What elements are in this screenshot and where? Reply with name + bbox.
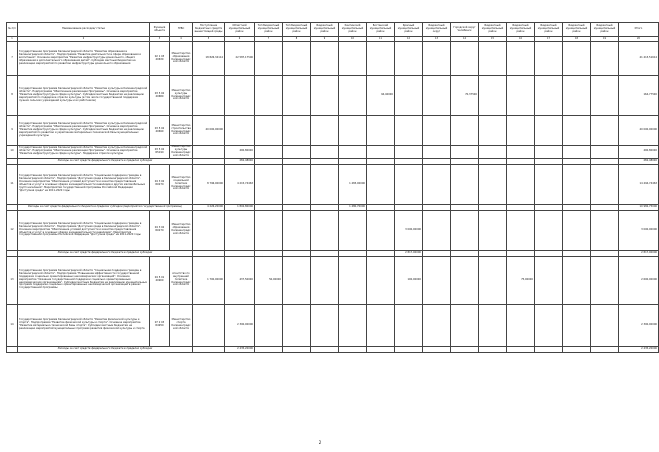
administrator-name: Министерство социальной политики Калининградской области (170, 164, 193, 204)
value-cell (451, 42, 479, 76)
value-cell (563, 346, 591, 352)
table-row (7, 116, 659, 146)
subtotal-label: Расходы за счет средств федерального бюджета в пределах субсидии (18, 346, 193, 352)
value-cell (255, 164, 283, 204)
column-number: 6 (225, 37, 255, 42)
value-cell: 490,80000 (225, 146, 255, 159)
value-cell (423, 76, 451, 116)
value-cell (507, 304, 535, 346)
value-cell (367, 304, 395, 346)
value-cell (283, 346, 311, 352)
budget-code: 07 2 03 R4950 (150, 304, 170, 346)
table-body (7, 42, 659, 353)
column-number: 14 (451, 37, 479, 42)
column-number: 20 (619, 37, 659, 42)
value-cell (479, 304, 507, 346)
value-cell: 8 796,00000 (193, 164, 225, 204)
administrator-name: Министерство образования Калининградской области (170, 210, 193, 250)
column-number: 2 (18, 37, 150, 42)
row-number: 8 (7, 76, 18, 116)
value-cell (311, 42, 339, 76)
budget-code: 02 1 03 40630 (150, 42, 170, 76)
column-header: Бюджетный муниципальный округ (423, 23, 451, 37)
subtotal-row (7, 346, 659, 352)
value-cell (283, 42, 311, 76)
value-cell (479, 116, 507, 146)
value-cell (563, 76, 591, 116)
value-cell (395, 304, 423, 346)
value-cell (563, 256, 591, 304)
column-header: Городской округ Челябинск (451, 23, 479, 37)
value-cell (367, 210, 395, 250)
value-cell (479, 210, 507, 250)
value-cell (591, 116, 619, 146)
value-cell (311, 76, 339, 116)
column-header: Бостанский муниципальный район (367, 23, 395, 37)
administrator-name: Министерство строительства Калининградской области (170, 116, 193, 146)
total-cell: 164,77500 (619, 76, 659, 116)
value-cell: 1 802,80000 (225, 204, 255, 210)
value-cell (535, 116, 563, 146)
column-number: 7 (255, 37, 283, 42)
value-cell: 282,48000 (225, 158, 255, 164)
column-header: Бюджетный муниципальный район (479, 23, 507, 37)
value-cell (507, 76, 535, 116)
total-cell: 14 494,74463 (619, 164, 659, 204)
subtotal-label: Расходы за счет средств федерального бюджета в пределах субсидии (мероприятия государственной программы) (18, 204, 193, 210)
column-header: Наименование расходов/ статьи (18, 23, 150, 37)
budget-code: 04 5 01 40900 (150, 256, 170, 304)
value-cell (339, 210, 367, 250)
program-name: Государственная программа Калининградской области "Развитие культуры в Калининградской области". Подпрограмма "Обеспечение реализации Программы". Основное мероприятие "Развитие инфраструктуры в сфере культуры". Поддержка отрасли культуры (18, 146, 150, 159)
value-cell (423, 164, 451, 204)
value-cell: 437,50000 (225, 256, 255, 304)
table-row (7, 146, 659, 159)
value-cell: 1 700,00000 (193, 256, 225, 304)
value-cell (479, 346, 507, 352)
column-number: 16 (507, 37, 535, 42)
row-number: 14 (7, 304, 18, 346)
total-cell: 40 000,00000 (619, 116, 659, 146)
value-cell: 4 215,74463 (225, 164, 255, 204)
administrator-name: Министерство спорта Калининградской области (170, 304, 193, 346)
table-row (7, 210, 659, 250)
value-cell (507, 346, 535, 352)
value-cell: 40 000,00000 (193, 116, 225, 146)
total-cell: 2 600,00000 (619, 256, 659, 304)
value-cell (283, 116, 311, 146)
column-header: ГРБС (170, 23, 193, 37)
column-header: Кантинский муниципальный район (339, 23, 367, 37)
value-cell (591, 146, 619, 159)
administrator-name: Министерство культуры Калининградской области (170, 76, 193, 116)
value-cell (311, 116, 339, 146)
column-number: 8 (283, 37, 311, 42)
value-cell (255, 346, 283, 352)
value-cell (563, 42, 591, 76)
value-cell (395, 164, 423, 204)
subtotal-label: Расходы за счет средств федерального бюджета в пределах субсидии (18, 250, 193, 256)
column-number: 18 (563, 37, 591, 42)
column-header: № п/п (7, 23, 18, 37)
total-cell: 41 413,51614 (619, 42, 659, 76)
value-cell: 70,37500 (451, 76, 479, 116)
value-cell (451, 256, 479, 304)
administrator-name: Министерство культуры Калининградской области (170, 146, 193, 159)
value-cell (507, 42, 535, 76)
value-cell (225, 210, 255, 250)
value-cell (311, 210, 339, 250)
value-cell: 18 826,34114 (193, 42, 225, 76)
value-cell (193, 210, 225, 250)
row-number: 11 (7, 164, 18, 204)
value-cell: 4 226,20000 (193, 204, 225, 210)
value-cell (591, 42, 619, 76)
value-cell (395, 146, 423, 159)
value-cell (367, 116, 395, 146)
value-cell (535, 256, 563, 304)
column-number: 17 (535, 37, 563, 42)
value-cell (367, 146, 395, 159)
column-number: 3 (150, 37, 170, 42)
value-cell (367, 346, 395, 352)
budget-code: 03 5 02 40690 (150, 116, 170, 146)
total-cell: 3 000,00000 (619, 210, 659, 250)
value-cell: 1 483,00000 (339, 164, 367, 204)
total-cell: 10 982,75000 (619, 204, 659, 210)
value-cell (591, 304, 619, 346)
value-cell (283, 146, 311, 159)
empty-cell (7, 346, 18, 352)
value-cell (423, 210, 451, 250)
value-cell (367, 42, 395, 76)
value-cell (311, 164, 339, 204)
value-cell (563, 164, 591, 204)
value-cell (563, 210, 591, 250)
column-number: 4 (170, 37, 193, 42)
value-cell: 3 000,00000 (395, 210, 423, 250)
value-cell (225, 116, 255, 146)
row-number: 9 (7, 116, 18, 146)
budget-code: 04 3 02 R0270 (150, 164, 170, 204)
program-name: Государственная программа Калининградской области "Социальная поддержка граждан в Калининградской области". Подпрограмма "Повышение эффективности государственной поддержки социально ориентированных некоммерческих организаций". Основное мероприятие "Оказание государственной поддержки социально ориентированным некоммерческим организациям". Субсидии местным бюджетам на реализацию муниципальных программ поддержки социально ориентированных некоммерческих организаций в рамках государственной программы (18, 256, 150, 304)
value-cell (193, 346, 225, 352)
column-number: 15 (479, 37, 507, 42)
value-cell (535, 76, 563, 116)
program-name: Государственная программа Калининградской области "Развитие культуры в Калининградской области". Подпрограмма "Обеспечение реализации Программы". Основное мероприятие "Развитие инфраструктуры в сфере культуры". Субсидии местным бюджетам на реализацию мероприятий по поддержке отрасли культуры (в том числе государственной поддержки лучших сельских учреждений культуры и их работников) (18, 76, 150, 116)
header-row (7, 23, 659, 37)
value-cell: 2 300,00000 (225, 304, 255, 346)
table-row (7, 164, 659, 204)
total-cell: 2 300,00000 (619, 304, 659, 346)
value-cell (591, 346, 619, 352)
administrator-name: Агентство по внутренней политике Калининградской области (170, 256, 193, 304)
value-cell (479, 146, 507, 159)
total-cell: 490,80000 (619, 146, 659, 159)
value-cell (451, 146, 479, 159)
value-cell (479, 164, 507, 204)
value-cell (367, 164, 395, 204)
budget-code: 03 5 02 40680 (150, 76, 170, 116)
value-cell (507, 164, 535, 204)
row-number: 10 (7, 146, 18, 159)
value-cell (423, 146, 451, 159)
value-cell (563, 304, 591, 346)
value-cell (367, 256, 395, 304)
table-row (7, 76, 659, 116)
program-name: Государственная программа Калининградской области "Развитие культуры в Калининградской области". Подпрограмма "Обеспечение реализации Программы". Основное мероприятие "Развитие инфраструктуры в сфере культуры". Субсидии местным бюджетам на реализацию мероприятий по развитию и укреплению материально-технической базы муниципальных учреждений культуры (18, 116, 150, 146)
value-cell (311, 146, 339, 159)
value-cell (339, 76, 367, 116)
column-number: 5 (193, 37, 225, 42)
value-cell: 1 480,70000 (339, 204, 367, 210)
value-cell (479, 256, 507, 304)
value-cell (423, 256, 451, 304)
row-number: 13 (7, 256, 18, 304)
value-cell (451, 346, 479, 352)
value-cell (451, 304, 479, 346)
value-cell: 50,00000 (255, 256, 283, 304)
column-header: Бюджетный муниципальный район (535, 23, 563, 37)
program-name: Государственная программа Калининградской области "Социальная поддержка граждан в Калининградской области". Подпрограмма "Доступная среда в Калининградской области". Основное мероприятие "Обеспечение условий доступности и качества предоставления объектов и услуг в основных сферах жизнедеятельности инвалидов и других маломобильных групп населения". Мероприятия государственной программы Российской Федерации "Доступная среда" на 2011-2020 годы (18, 164, 150, 204)
value-cell (283, 210, 311, 250)
page-number: 2 (318, 440, 322, 445)
value-cell (563, 146, 591, 159)
value-cell (311, 256, 339, 304)
value-cell (591, 76, 619, 116)
total-cell: 2 817,00000 (619, 250, 659, 256)
value-cell (255, 116, 283, 146)
row-number: 12 (7, 210, 18, 250)
value-cell (395, 76, 423, 116)
value-cell (451, 210, 479, 250)
budget-code: 04 3 02 R0270 (150, 210, 170, 250)
column-number: 10 (339, 37, 367, 42)
value-cell (283, 304, 311, 346)
program-name: Государственная программа Калининградской области "Развитие физической культуры и спорта". Подпрограмма "Развитие физической культуры и спорта". Основное мероприятие "Развитие материально-технической базы спорта". Субсидии местным бюджетам на реализацию мероприятий муниципальных программ развития физической культуры и спорта (18, 304, 150, 346)
value-cell (255, 304, 283, 346)
value-cell (255, 76, 283, 116)
value-cell (507, 210, 535, 250)
value-cell (339, 304, 367, 346)
value-cell (423, 42, 451, 76)
value-cell (395, 116, 423, 146)
table-row (7, 304, 659, 346)
value-cell (535, 164, 563, 204)
value-cell (339, 256, 367, 304)
value-cell (479, 76, 507, 116)
value-cell (591, 164, 619, 204)
value-cell (311, 304, 339, 346)
column-number: 12 (395, 37, 423, 42)
value-cell (283, 76, 311, 116)
column-header: Поступление бюджетных средств вышестоящей среды (193, 23, 225, 37)
program-name: Государственная программа Калининградской области "Развитие образования в Калининградской области". Подпрограмма "Развитие деятельности в сфере образования и воспитания". Основное мероприятие "Развитие инфраструктуры дошкольного, общего образования и дополнительного образования детей". Субсидии местным бюджетам на реализацию мероприятий по развитию инфраструктуры дошкольного образования (18, 42, 150, 76)
total-cell: 282,48000 (619, 158, 659, 164)
table-row (7, 256, 659, 304)
value-cell (591, 210, 619, 250)
program-name: Государственная программа Калининградской области "Социальная поддержка граждан в Калининградской области". Подпрограмма "Доступная среда в Калининградской области". Основное мероприятие "Обеспечение условий доступности и качества предоставления объектов и услуг в основных сферах жизнедеятельности инвалидов". Мероприятия государственной программы Российской Федерации "Доступная среда" на 2011-2020 годы (18, 210, 150, 250)
value-cell: 100,00000 (395, 256, 423, 304)
value-cell (423, 116, 451, 146)
row-number: 7 (7, 42, 18, 76)
value-cell (507, 116, 535, 146)
value-cell: 22 587,17500 (225, 42, 255, 76)
column-header: Функция объекта (150, 23, 170, 37)
subsidy-table (6, 22, 659, 353)
subtotal-label: Расходы за счет средств федерального бюджета в пределах субсидии (18, 158, 193, 164)
value-cell (507, 146, 535, 159)
value-cell (535, 304, 563, 346)
column-header: Областной муниципальный район (225, 23, 255, 37)
column-number: 13 (423, 37, 451, 42)
column-header: Тип Бюджетный муниципальный район (255, 23, 283, 37)
value-cell (535, 42, 563, 76)
value-cell (339, 346, 367, 352)
value-cell (225, 76, 255, 116)
value-cell (283, 256, 311, 304)
budget-code: 03 5 02 R5190 (150, 146, 170, 159)
table-row (7, 42, 659, 76)
value-cell (563, 116, 591, 146)
value-cell (423, 304, 451, 346)
column-number: 9 (311, 37, 339, 42)
column-number: 1 (7, 37, 18, 42)
column-number: 19 (591, 37, 619, 42)
value-cell (255, 210, 283, 250)
value-cell (479, 42, 507, 76)
value-cell (339, 116, 367, 146)
column-header: Бюджетный муниципальный район (507, 23, 535, 37)
value-cell (395, 346, 423, 352)
column-header: Тип Бюджетный муниципальный район (283, 23, 311, 37)
value-cell (255, 146, 283, 159)
value-cell (193, 304, 225, 346)
value-cell: 75,00000 (507, 256, 535, 304)
value-cell (283, 164, 311, 204)
value-cell (255, 42, 283, 76)
value-cell (451, 164, 479, 204)
value-cell (339, 146, 367, 159)
value-cell (311, 346, 339, 352)
total-cell: 2 435,20000 (619, 346, 659, 352)
value-cell (339, 42, 367, 76)
value-cell (423, 346, 451, 352)
value-cell (535, 210, 563, 250)
column-header: Бюджетный муниципальный район (563, 23, 591, 37)
column-number: 11 (367, 37, 395, 42)
value-cell (535, 346, 563, 352)
value-cell (193, 146, 225, 159)
value-cell: 94,40000 (367, 76, 395, 116)
value-cell (591, 256, 619, 304)
value-cell: 2 435,20000 (225, 346, 255, 352)
value-cell (395, 42, 423, 76)
value-cell (535, 146, 563, 159)
column-header: Красный муниципальный район (395, 23, 423, 37)
value-cell: 2 817,00000 (395, 250, 423, 256)
value-cell (451, 116, 479, 146)
column-header: Итого (619, 23, 659, 37)
value-cell (193, 76, 225, 116)
column-header: Бюджетный муниципальный район (591, 23, 619, 37)
administrator-name: Министерство образования Калининградской области (170, 42, 193, 76)
column-header: Бюджетный муниципальный район (311, 23, 339, 37)
